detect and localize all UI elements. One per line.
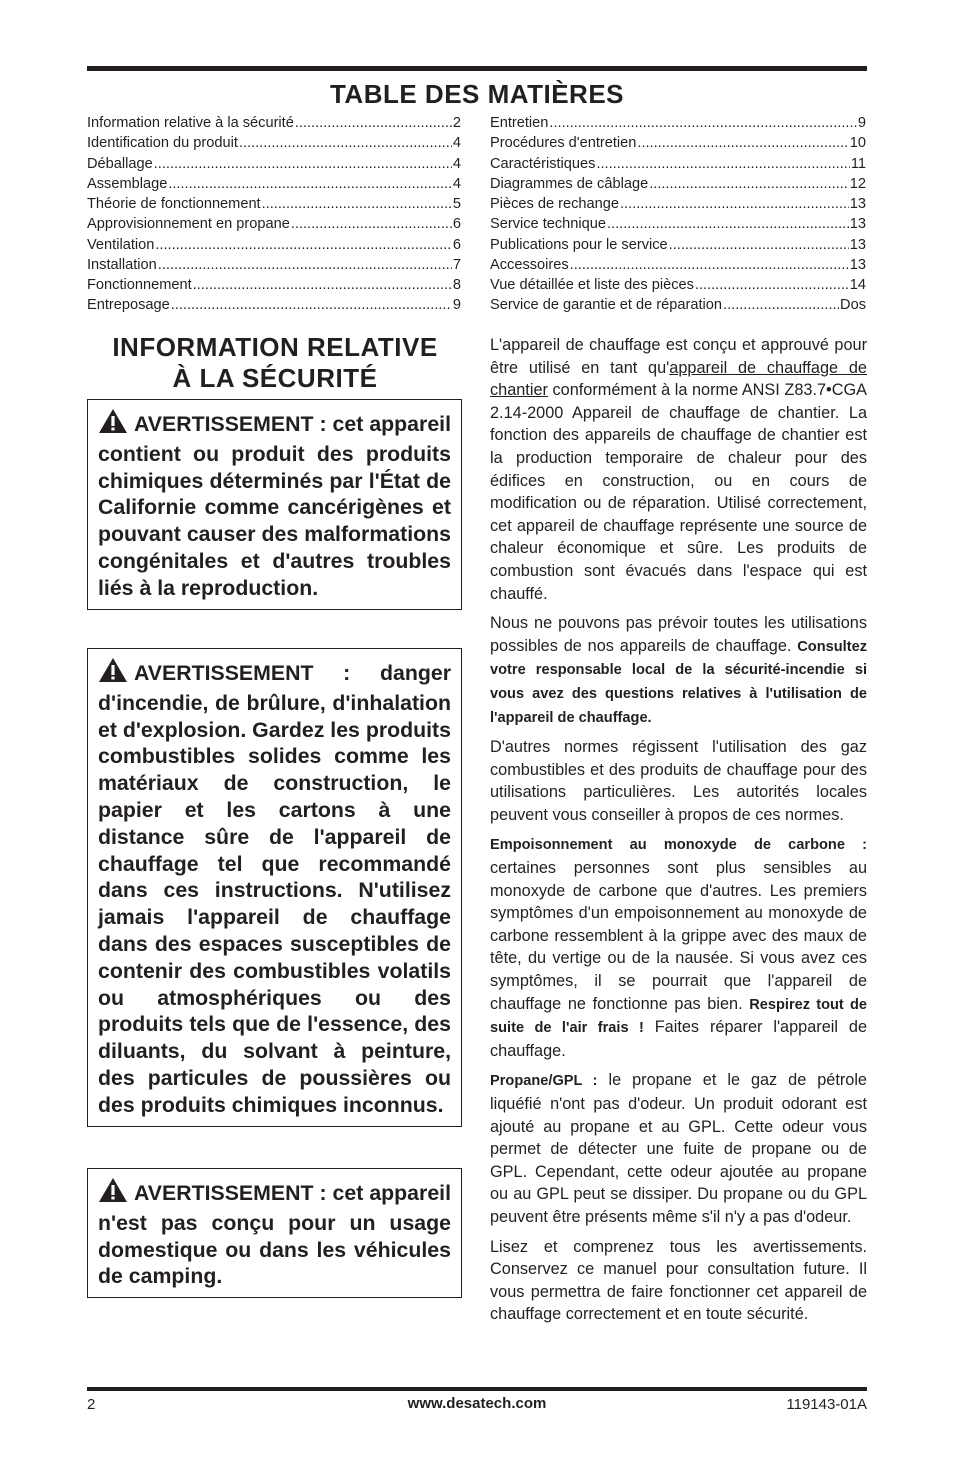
toc-entry bbox=[490, 113, 866, 133]
toc-entry-title: Procédures d'entretien bbox=[490, 135, 637, 152]
toc-entry-page: 13 bbox=[849, 216, 866, 233]
toc-dot-leader bbox=[649, 174, 849, 194]
toc-entry-title: Ventilation bbox=[87, 236, 155, 253]
toc-entry-page: 4 bbox=[452, 135, 461, 152]
warning-box-domestic bbox=[87, 1168, 462, 1298]
toc-entry-page: 11 bbox=[850, 155, 866, 172]
toc-dot-leader bbox=[607, 214, 849, 234]
toc-dot-leader bbox=[549, 113, 856, 133]
top-rule bbox=[87, 66, 867, 71]
toc-entry bbox=[87, 194, 461, 214]
toc-dot-leader bbox=[158, 255, 452, 275]
paragraph-uses: Nous ne pouvons pas prévoir toutes les utilisations possibles de nos appareils de chauffage. Consultez votre responsable local de la sécurité-incendie si vous avez des questions relatives à l'utilisation de l'appareil de chauffage. bbox=[490, 614, 867, 726]
toc-entry bbox=[87, 255, 461, 275]
toc-entry bbox=[87, 133, 461, 153]
toc-entry bbox=[490, 133, 866, 153]
toc-entry bbox=[490, 235, 866, 255]
warning-triangle-icon bbox=[98, 408, 128, 441]
toc-entry-page: 4 bbox=[452, 175, 461, 192]
toc-entry-page: 13 bbox=[849, 236, 866, 253]
toc-dot-leader bbox=[168, 174, 452, 194]
document-code: 119143-01A bbox=[786, 1396, 867, 1413]
toc-entry-title: Théorie de fonctionnement bbox=[87, 196, 261, 212]
toc-right-column bbox=[490, 113, 866, 316]
toc-entry bbox=[490, 214, 866, 234]
toc-entry bbox=[490, 255, 866, 275]
toc-entry-page: 9 bbox=[452, 297, 461, 314]
toc-entry-title: Assemblage bbox=[87, 175, 168, 192]
toc-entry-page: 4 bbox=[452, 155, 461, 172]
toc-entry-title: Diagrammes de câblage bbox=[490, 175, 649, 192]
toc-entry bbox=[87, 214, 461, 234]
toc-entry bbox=[490, 295, 866, 315]
toc-entry bbox=[87, 174, 461, 194]
paragraph-standards: D'autres normes régissent l'utilisation des gaz combustibles et des produits de chauffage pour des utilisations particulières. Les autorités locales peuvent vous conseiller à propos de ces normes. bbox=[490, 738, 867, 824]
toc-title: TABLE DES MATIÈRES bbox=[329, 79, 625, 109]
toc-entry-title: Pièces de rechange bbox=[490, 196, 619, 212]
toc-entry-page: 10 bbox=[849, 135, 866, 152]
toc-dot-leader bbox=[669, 235, 849, 255]
toc-entry bbox=[490, 154, 866, 174]
toc-entry-page: 12 bbox=[849, 175, 866, 192]
toc-dot-leader bbox=[637, 133, 848, 153]
toc-entry bbox=[490, 194, 866, 214]
safety-heading bbox=[87, 332, 463, 394]
warning-text-fire: AVERTISSEMENT : danger d'incendie, de brûlure, d'inhalation et d'explosion. Gardez les produits combustibles solides comme les matériaux de construction, le papier et les cartons à une distance sûre de l'appareil de chauffage tel que recommandé dans ces instructions. N'utilisez jamais l'appareil de chauffage dans des espaces susceptibles de contenir des combustibles volatils ou atmosphériques ou des produits tels que de l'essence, des diluants, du solvant à peinture, des particules de poussières ou des produits chimiques inconnus. bbox=[98, 661, 451, 1117]
toc-dot-leader bbox=[193, 275, 452, 295]
toc-dot-leader bbox=[155, 235, 452, 255]
toc-entry-title: Caractéristiques bbox=[490, 155, 596, 172]
toc-entry bbox=[87, 113, 461, 133]
toc-entry-page: 13 bbox=[849, 256, 866, 273]
safety-heading-line2: À LA SÉCURITÉ bbox=[172, 363, 378, 393]
safety-heading-line1: INFORMATION RELATIVE bbox=[112, 332, 438, 362]
website-url: www.desatech.com bbox=[407, 1395, 547, 1412]
toc-dot-leader bbox=[596, 154, 849, 174]
toc-left-column bbox=[87, 113, 461, 316]
toc-dot-leader bbox=[171, 295, 452, 315]
toc-entry-title: Fonctionnement bbox=[87, 277, 192, 293]
warning-text-chemicals: AVERTISSEMENT : cet appareil contient ou produit des produits chimiques déterminés par l'État de Californie comme cancérigènes et pouvant causer des malformations congénitales et d'autres troubles liés à la reproduction. bbox=[98, 412, 451, 600]
paragraph-read-warnings: Lisez et comprenez tous les avertissements. Conservez ce manuel pour consultation future. Il vous permettra de faire fonctionner cet appareil de chauffage correctement et en toute sécurité. bbox=[490, 1237, 867, 1324]
toc-entry-page: 6 bbox=[452, 236, 461, 253]
toc-entry-title: Service de garantie et de réparation bbox=[490, 297, 723, 314]
toc-entry-page: 2 bbox=[452, 115, 461, 131]
toc-entry-title: Déballage bbox=[87, 155, 153, 172]
toc-dot-leader bbox=[723, 295, 839, 315]
toc-entry bbox=[87, 235, 461, 255]
toc-dot-leader bbox=[695, 275, 849, 295]
toc-entry bbox=[490, 275, 866, 295]
toc-entry-title: Identification du produit bbox=[87, 135, 238, 152]
bottom-rule bbox=[87, 1387, 867, 1391]
warning-text-domestic: AVERTISSEMENT : cet appareil n'est pas conçu pour un usage domestique ou dans les véhicules de camping. bbox=[98, 1181, 451, 1289]
paragraph-approval: L'appareil de chauffage est conçu et approuvé pour être utilisé en tant qu'appareil de chauffage de chantier conformément à la norme ANSI Z83.7•CGA 2.14-2000 Appareil de chauffage de chantier. La fonction des appareils de chauffage de chantier est la production temporaire de chaleur pour des édifices en construction, ou en cours de modification ou de réparation. Utilisé correctement, cet appareil de chauffage représente une source de chaleur économique et sûre. Les produits de combustion sont évacués dans l'espace qui est chauffé. bbox=[490, 336, 867, 603]
toc-entry-title: Approvisionnement en propane bbox=[87, 216, 290, 233]
toc-dot-leader bbox=[154, 154, 452, 174]
toc-entry-title: Service technique bbox=[490, 216, 607, 233]
construction-heater-term: appareil de chauffage de chantier bbox=[490, 358, 867, 400]
toc-entry-page: 6 bbox=[452, 216, 461, 233]
toc-entry-page: 13 bbox=[849, 196, 866, 212]
toc-entry bbox=[490, 174, 866, 194]
warning-box-fire bbox=[87, 648, 462, 1127]
warning-triangle-icon bbox=[98, 1177, 128, 1210]
toc-dot-leader bbox=[295, 113, 452, 133]
toc-entry-page: 8 bbox=[452, 277, 461, 293]
toc-entry-title: Publications pour le service bbox=[490, 236, 668, 253]
toc-entry-title: Vue détaillée et liste des pièces bbox=[490, 277, 694, 293]
toc-entry-title: Accessoires bbox=[490, 256, 569, 273]
toc-entry-page: 7 bbox=[452, 256, 461, 273]
toc-entry bbox=[87, 154, 461, 174]
toc-entry-page: 9 bbox=[857, 115, 866, 131]
page-number: 2 bbox=[87, 1396, 96, 1413]
toc-dot-leader bbox=[570, 255, 849, 275]
toc-entry-title: Information relative à la sécurité bbox=[87, 115, 294, 131]
toc-entry-page: 14 bbox=[849, 277, 866, 293]
toc-dot-leader bbox=[620, 194, 849, 214]
toc-entry-title: Entreposage bbox=[87, 297, 170, 314]
paragraph-carbon-monoxide: Empoisonnement au monoxyde de carbone : certaines personnes sont plus sensibles au monoxyde de carbone que d'autres. Les premiers symptômes d'un empoisonnement au monoxyde de carbone ressemblent à la grippe avec des maux de tête, du vertige ou de la nausée. Si vous avez ces symptômes, il se pourrait que l'appareil de chauffage ne fonctionne pas bien. Respirez tout de suite de l'air frais ! Faites réparer l'appareil de chauffage. bbox=[490, 837, 867, 1060]
toc-dot-leader bbox=[239, 133, 452, 153]
toc-entry bbox=[87, 295, 461, 315]
toc-entry bbox=[87, 275, 461, 295]
toc-entry-title: Installation bbox=[87, 256, 157, 273]
warning-box-chemicals bbox=[87, 399, 462, 610]
body-text-column bbox=[490, 334, 867, 1333]
toc-entry-page: Dos bbox=[840, 297, 866, 314]
toc-dot-leader bbox=[262, 194, 452, 214]
paragraph-propane: Propane/GPL : le propane et le gaz de pétrole liquéfié n'ont pas d'odeur. Un produit odorant est ajouté au propane et au GPL. Cette odeur vous permet de détecter une fuite de propane ou de GPL. Cependant, cette odeur ajoutée au propane ou au GPL peut se dissiper. Du propane ou du GPL peuvent être présents même s'il n'y a pas d'odeur. bbox=[490, 1071, 867, 1226]
warning-triangle-icon bbox=[98, 657, 128, 690]
toc-dot-leader bbox=[291, 214, 452, 234]
toc-entry-page: 5 bbox=[452, 196, 461, 212]
toc-entry-title: Entretien bbox=[490, 115, 549, 131]
